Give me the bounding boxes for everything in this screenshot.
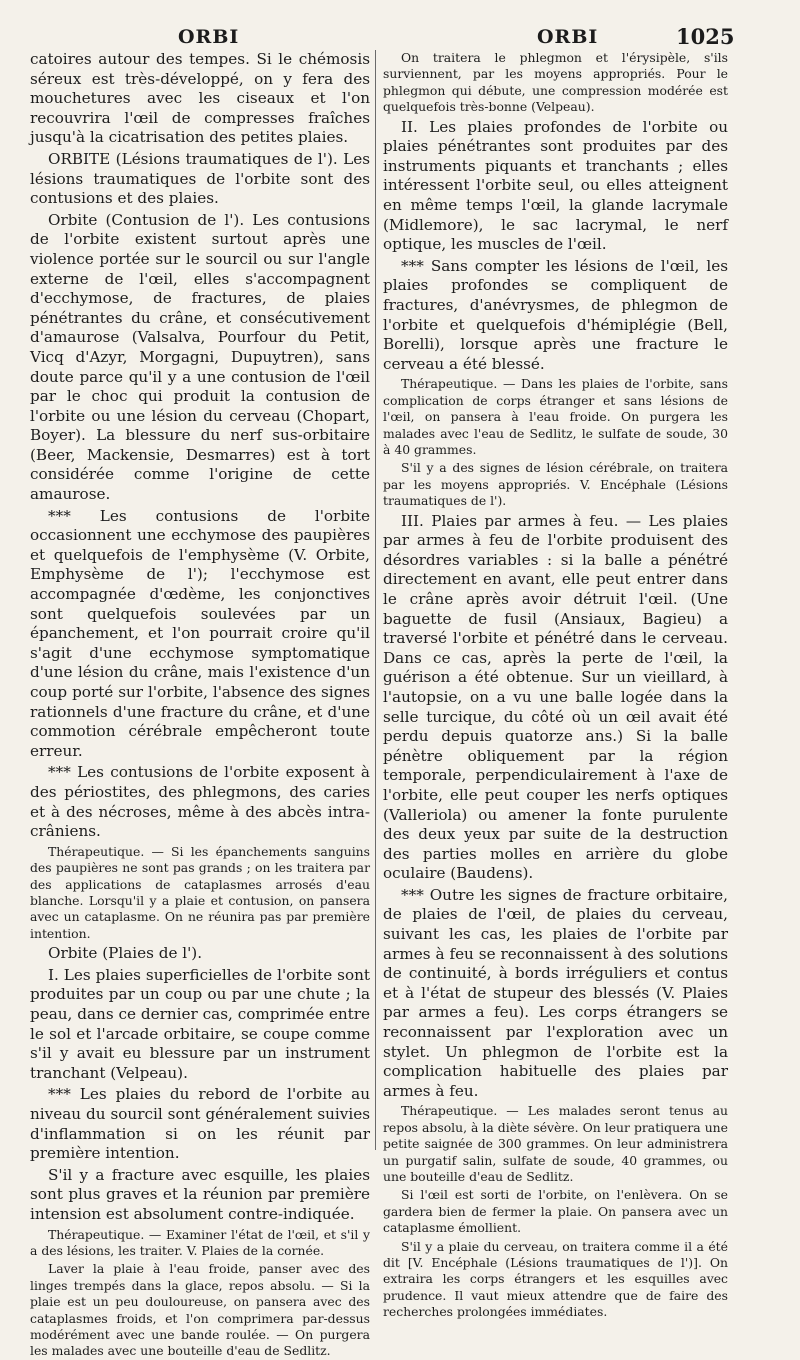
paragraph: *** Outre les signes de fracture orbitaire, de plaies de l'œil, de plaies du cerveau, suivant les cas, les plaies de l'orbite par armes à feu se reconnaissent à des solutions de continuité, à bords irréguliers et contus et à l'état de stupeur des blessés (V. Plaies par armes a feu). Les corps étrangers se reconnaissent par l'exploration avec un stylet. Un phlegmon de l'orbite est la complication habituelle des plaies par armes à feu.	[383, 885, 728, 1100]
paragraph: *** Les plaies du rebord de l'orbite au niveau du sourcil sont généralement suivies d'inflammation si on les réunit par première intention.	[30, 1085, 370, 1163]
paragraph: Orbite (Plaies de l').	[48, 944, 203, 963]
paragraph: catoires autour des tempes. Si le chémosis séreux est très-développé, on y fera des mouchetures avec les ciseaux et l'on recouvrira l'œil de compresses fraîches jusqu'à la cicatrisation des petites plaies.	[30, 50, 370, 147]
paragraph: *** Sans compter les lésions de l'œil, les plaies profondes se compliquent de fractures, d'anévrysmes, de phlegmon de l'orbite et quelquefois d'hémiplégie (Bell, Borelli), lorsque après une fracture le cerveau a été blessé.	[383, 256, 728, 373]
paragraph: I. Les plaies superficielles de l'orbite sont produites par un coup ou par une chute ; la peau, dans ce dernier cas, comprimée entre le sol et l'arcade orbitaire, se coupe comme s'il y avait eu blessure par un instrument tranchant (Velpeau).	[30, 965, 370, 1082]
paragraph: On traitera le phlegmon et l'érysipèle, s'ils surviennent, par les moyens appropriés. Pour le phlegmon qui débute, une compression modérée est quelquefois très-bonne (Velpeau).	[383, 50, 728, 115]
page-number: 1025	[676, 24, 735, 49]
paragraph: Orbite (Contusion de l'). Les contusions de l'orbite existent surtout après une violence portée sur le sourcil ou sur l'angle externe de l'œil, elles s'accompagnent d'ecchymose, de fractures, de plaies pénétrantes du crâne, et consécutivement d'amaurose (Valsalva, Pourfour du Petit, Vicq d'Azyr, Morgagni, Dupuytren), sans doute parce qu'il y a une contusion de l'œil par le choc qui produit la contusion de l'orbite ou une lésion du cerveau (Chopart, Boyer). La blessure du nerf sus-orbitaire (Beer, Mackensie, Desmarres) est à tort considérée comme l'origine de cette amaurose.	[30, 210, 370, 504]
right-column	[383, 50, 728, 1321]
left-column	[30, 50, 370, 1360]
paragraph: Laver la plaie à l'eau froide, panser avec des linges trempés dans la glace, repos absolu. — Si la plaie est un peu douloureuse, on pansera avec des cataplasmes froids, et l'on comprimera par-dessus modérément avec une bande roulée. — On purgera les malades avec une bouteille d'eau de Sedlitz.	[30, 1261, 370, 1359]
paragraph: III. Plaies par armes à feu. — Les plaies par armes à feu de l'orbite produisent des désordres variables : si la balle a pénétré directement en avant, elle peut entrer dans le crâne après avoir détruit l'œil. (Une baguette de fusil (Ansiaux, Bagieu) a traversé l'orbite et pénétré dans le cerveau. Dans ce cas, après la perte de l'œil, la guérison a été obtenue. Sur un vieillard, à l'autopsie, on a vu une balle logée dans la selle turcique, du côté où un œil avait été perdu depuis quatorze ans.) Si la balle pénètre obliquement par la région temporale, perpendiculairement à l'axe de l'orbite, elle peut couper les nerfs optiques (Valleriola) ou amener la fonte purulente des deux yeux par suite de la destruction des parties molles en arrière du globe oculaire (Baudens).	[383, 511, 728, 883]
column-divider	[375, 50, 376, 1150]
paragraph: II. Les plaies profondes de l'orbite ou plaies pénétrantes sont produites par des instruments piquants et tranchants ; elles intéressent l'orbite seul, ou elles atteignent en même temps l'œil, la glande lacrymale (Midlemore), le sac lacrymal, le nerf optique, les muscles de l'œil.	[383, 117, 728, 254]
paragraph: S'il y a fracture avec esquille, les plaies sont plus graves et la réunion par première intension est absolument contre-indiquée.	[30, 1165, 370, 1223]
paragraph: *** Les contusions de l'orbite occasionnent une ecchymose des paupières et quelquefois de l'emphysème (V. Orbite, Emphysème de l'); l'ecchymose est accompagnée d'œdème, les conjonctives sont quelquefois soulevées par un épanchement, et l'on pourrait croire qu'il s'agit d'une ecchymose symptomatique d'une lésion du crâne, mais l'existence d'un coup porté sur l'orbite, l'absence des signes rationnels d'une fracture du crâne, et d'une commotion cérébrale empêcheront toute erreur.	[30, 506, 370, 760]
paragraph: Thérapeutique. — Si les épanchements sanguins des paupières ne sont pas grands ; on les traitera par des applications de cataplasmes arrosés d'eau blanche. Lorsqu'il y a plaie et contusion, on pansera avec un cataplasme. On ne réunira pas par première intention.	[30, 843, 370, 941]
running-head-right: ORBI	[537, 26, 599, 48]
running-head-left: ORBI	[178, 26, 240, 48]
paragraph: Si l'œil est sorti de l'orbite, on l'enlèvera. On se gardera bien de fermer la plaie. On pansera avec un cataplasme émollient.	[383, 1187, 728, 1236]
paragraph: *** Les contusions de l'orbite exposent à des périostites, des phlegmons, des caries et à des nécroses, même à des abcès intra-crâniens.	[30, 763, 370, 841]
paragraph: ORBITE (Lésions traumatiques de l'). Les lésions traumatiques de l'orbite sont des contusions et des plaies.	[30, 149, 370, 208]
paragraph: Thérapeutique. — Les malades seront tenus au repos absolu, à la diète sévère. On leur pratiquera une petite saignée de 300 grammes. On leur administrera un purgatif salin, sulfate de soude, 40 grammes, ou une bouteille d'eau de Sedlitz.	[383, 1103, 728, 1185]
paragraph: S'il y a des signes de lésion cérébrale, on traitera par les moyens appropriés. V. Encéphale (Lésions traumatiques de l').	[383, 460, 728, 509]
paragraph: Thérapeutique. — Dans les plaies de l'orbite, sans complication de corps étranger et sans lésions de l'œil, on pansera à l'eau froide. On purgera les malades avec l'eau de Sedlitz, le sulfate de soude, 30 à 40 grammes.	[383, 376, 728, 457]
paragraph: S'il y a plaie du cerveau, on traitera comme il a été dit [V. Encéphale (Lésions traumatiques de l')]. On extraira les corps étrangers et les esquilles avec prudence. Il vaut mieux attendre que de faire des recherches prolongées immédiates.	[383, 1238, 728, 1320]
paragraph: Thérapeutique. — Examiner l'état de l'œil, et s'il y a des lésions, les traiter. V. Plaies de la cornée.	[30, 1226, 370, 1258]
